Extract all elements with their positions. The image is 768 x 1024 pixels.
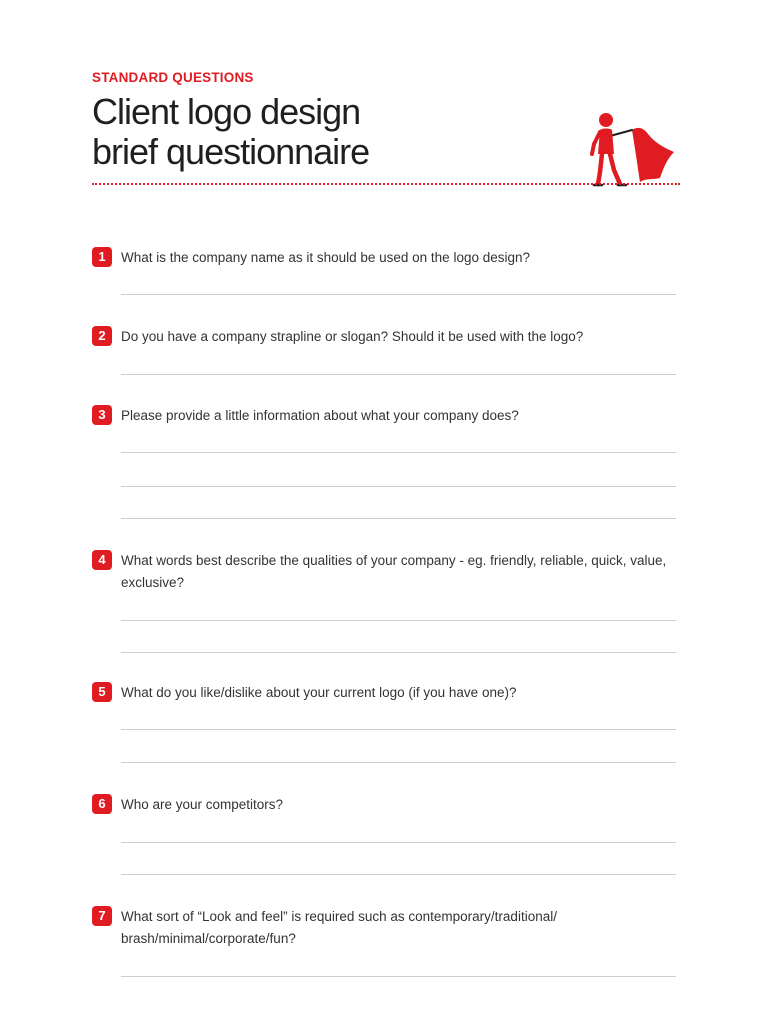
answer-line[interactable] <box>121 486 676 487</box>
question-number-badge: 5 <box>92 682 112 702</box>
answer-line[interactable] <box>121 842 676 843</box>
answer-line[interactable] <box>121 976 676 977</box>
figure-arm <box>610 130 632 136</box>
answer-line[interactable] <box>121 518 676 519</box>
header-dotted-divider <box>92 183 680 185</box>
figure-left-leg <box>598 154 602 184</box>
answer-line[interactable] <box>121 652 676 653</box>
page-title-line-1: Client logo design <box>92 91 361 132</box>
question-text: What words best describe the qualities of your company - eg. friendly, reliable, quick, value, exclusive? <box>121 553 667 590</box>
answer-line[interactable] <box>121 762 676 763</box>
answer-line[interactable] <box>121 620 676 621</box>
figure-head <box>599 113 613 127</box>
question-number-badge: 3 <box>92 405 112 425</box>
question-text: What is the company name as it should be used on the logo design? <box>121 250 531 265</box>
answer-line[interactable] <box>121 374 676 375</box>
answer-line[interactable] <box>121 874 676 875</box>
question-text: What do you like/dislike about your current logo (if you have one)? <box>121 685 517 700</box>
question-text: Do you have a company strapline or slogan? Should it be used with the logo? <box>121 329 584 344</box>
answer-line[interactable] <box>121 729 676 730</box>
question-number-badge: 7 <box>92 906 112 926</box>
page-title-line-2: brief questionnaire <box>92 131 370 172</box>
matador-figure-icon <box>586 108 678 188</box>
question-text: Who are your competitors? <box>121 797 284 812</box>
answer-line[interactable] <box>121 452 676 453</box>
question-number-badge: 6 <box>92 794 112 814</box>
question-number-badge: 2 <box>92 326 112 346</box>
section-eyebrow: STANDARD QUESTIONS <box>92 70 254 85</box>
answer-line[interactable] <box>121 294 676 295</box>
cape-shape <box>632 128 674 182</box>
question-number-badge: 1 <box>92 247 112 267</box>
question-text: Please provide a little information about what your company does? <box>121 408 519 423</box>
figure-right-leg <box>610 154 620 184</box>
question-text: What sort of “Look and feel” is required such as contemporary/traditional/ brash/minimal/corporate/fun? <box>121 909 557 946</box>
question-number-badge: 4 <box>92 550 112 570</box>
